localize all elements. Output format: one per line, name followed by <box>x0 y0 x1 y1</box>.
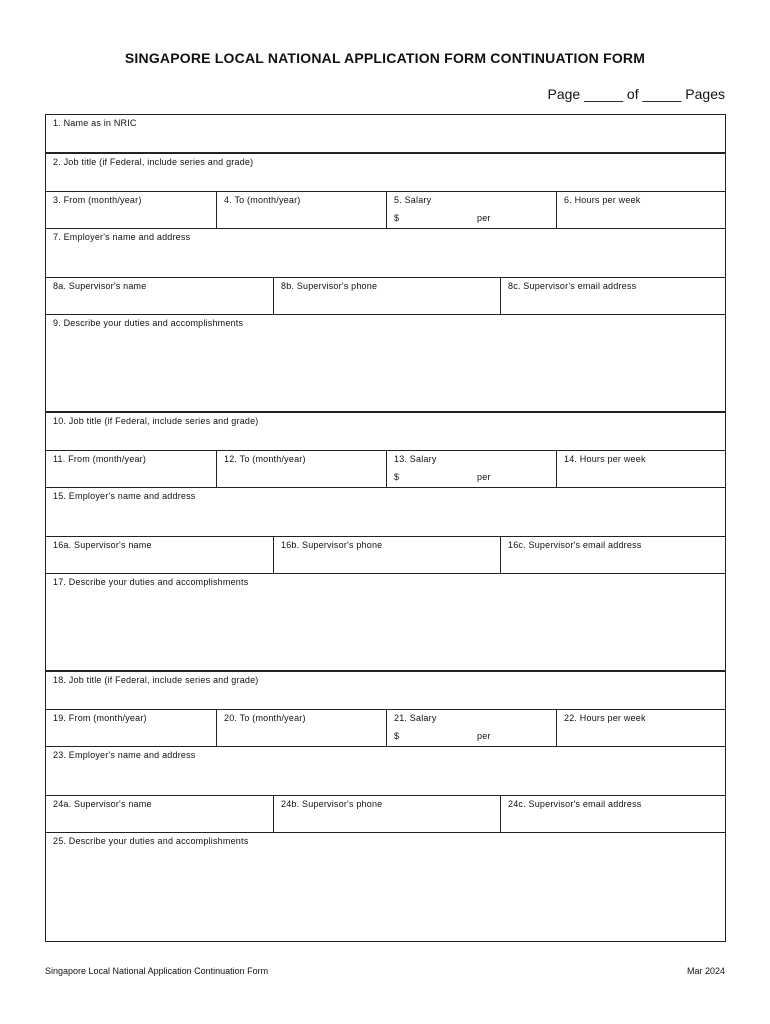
job1-salary-label: 5. Salary <box>394 195 432 205</box>
job3-hours-field[interactable]: 22. Hours per week <box>556 710 725 746</box>
job3-title-field[interactable]: 18. Job title (if Federal, include series and grade) <box>53 675 259 685</box>
job3-sup-name-field[interactable]: 24a. Supervisor's name <box>53 799 152 809</box>
job3-to-field[interactable]: 20. To (month/year) <box>216 710 386 746</box>
job2-title-row <box>46 413 725 451</box>
job1-currency: $ <box>394 213 400 223</box>
job2-employer-row <box>46 488 725 537</box>
footer-form-name: Singapore Local National Application Continuation Form <box>45 966 269 976</box>
form-title: SINGAPORE LOCAL NATIONAL APPLICATION FORM CONTINUATION FORM <box>124 50 646 66</box>
job2-title-field[interactable]: 10. Job title (if Federal, include series and grade) <box>53 416 259 426</box>
job2-dates-row <box>46 451 725 488</box>
job2-from-field[interactable]: 11. From (month/year) <box>53 454 147 464</box>
continuation-form <box>45 114 726 942</box>
job3-employer-row <box>46 747 725 796</box>
job1-title-field[interactable]: 2. Job title (if Federal, include series and grade) <box>53 157 254 167</box>
job1-to-field[interactable]: 4. To (month/year) <box>216 192 386 228</box>
job1-from-field[interactable]: 3. From (month/year) <box>53 195 142 205</box>
job3-salary-label: 21. Salary <box>394 713 437 723</box>
job1-title-row <box>46 154 725 192</box>
job2-hours-field[interactable]: 14. Hours per week <box>556 451 725 487</box>
job3-duties-field[interactable]: 25. Describe your duties and accomplishments <box>53 836 249 846</box>
job1-dates-row <box>46 192 725 229</box>
job3-sup-phone-field[interactable]: 24b. Supervisor's phone <box>273 796 500 832</box>
job1-employer-field[interactable]: 7. Employer's name and address <box>53 232 191 242</box>
job2-sup-email-field[interactable]: 16c. Supervisor's email address <box>500 537 725 573</box>
job1-per: per <box>477 213 491 223</box>
job3-duties-row <box>46 833 725 941</box>
job2-sup-name-field[interactable]: 16a. Supervisor's name <box>53 540 152 550</box>
job3-sup-email-field[interactable]: 24c. Supervisor's email address <box>500 796 725 832</box>
footer-date: Mar 2024 <box>686 966 725 976</box>
job2-duties-field[interactable]: 17. Describe your duties and accomplishments <box>53 577 249 587</box>
job1-sup-name-field[interactable]: 8a. Supervisor's name <box>53 281 147 291</box>
job1-employer-row <box>46 229 725 278</box>
job3-per: per <box>477 731 491 741</box>
job2-salary-field[interactable] <box>386 451 556 487</box>
job1-salary-field[interactable] <box>386 192 556 228</box>
job2-sup-phone-field[interactable]: 16b. Supervisor's phone <box>273 537 500 573</box>
name-row <box>46 115 725 154</box>
job3-currency: $ <box>394 731 400 741</box>
job1-sup-email-field[interactable]: 8c. Supervisor's email address <box>500 278 725 314</box>
job3-dates-row <box>46 710 725 747</box>
job1-duties-field[interactable]: 9. Describe your duties and accomplishments <box>53 318 244 328</box>
job3-employer-field[interactable]: 23. Employer's name and address <box>53 750 196 760</box>
job1-supervisor-row <box>46 278 725 315</box>
job1-hours-field[interactable]: 6. Hours per week <box>556 192 725 228</box>
job2-duties-row <box>46 574 725 672</box>
job3-salary-field[interactable] <box>386 710 556 746</box>
job2-salary-label: 13. Salary <box>394 454 437 464</box>
job2-currency: $ <box>394 472 400 482</box>
page-count: Page _____ of _____ Pages <box>547 86 725 102</box>
name-field[interactable]: 1. Name as in NRIC <box>53 118 137 128</box>
job1-duties-row <box>46 315 725 413</box>
job2-to-field[interactable]: 12. To (month/year) <box>216 451 386 487</box>
job3-from-field[interactable]: 19. From (month/year) <box>53 713 147 723</box>
job3-supervisor-row <box>46 796 725 833</box>
job1-sup-phone-field[interactable]: 8b. Supervisor's phone <box>273 278 500 314</box>
job2-per: per <box>477 472 491 482</box>
job2-employer-field[interactable]: 15. Employer's name and address <box>53 491 196 501</box>
job2-supervisor-row <box>46 537 725 574</box>
job3-title-row <box>46 672 725 710</box>
